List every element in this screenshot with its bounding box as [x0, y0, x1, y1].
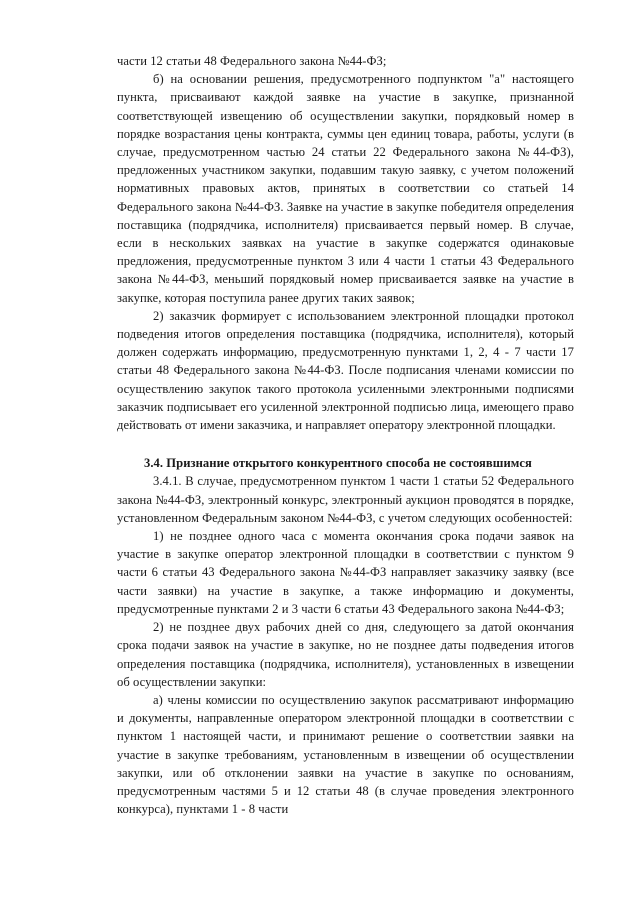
paragraph-item-a: а) члены комиссии по осуществлению закупок рассматривают информацию и документы, направленные оператором электронной площадки в соответствии с пунктом 1 настоящей части, и принимают решение о соответствии заявки на участие в закупке требованиям, установленным в извещении об осуществлении закупки, или об отклонении заявки на участие в закупке по основаниям, предусмотренным частями 5 и 12 статьи 48 (в случае проведения электронного конкурса), пунктами 1 - 8 части	[117, 692, 574, 817]
paragraph-continuation: части 12 статьи 48 Федерального закона №44-ФЗ;	[117, 54, 387, 68]
section-heading-3-4: 3.4. Признание открытого конкурентного способа не состоявшимся	[144, 456, 532, 471]
paragraph-3-4-1: 3.4.1. В случае, предусмотренном пунктом 1 части 1 статьи 52 Федерального закона №44-ФЗ, электронный конкурс, электронный аукцион проводятся в порядке, установленном Федеральным законом №44-ФЗ, с учетом следующих особенностей:	[117, 474, 574, 525]
paragraph-item-b: б) на основании решения, предусмотренного подпунктом "а" настоящего пункта, присваивают каждой заявке на участие в закупке, признанной соответствующей извещению об осуществлении закупки, порядковый номер в порядке возрастания цены контракта, суммы цен единиц товара, работы, услуги (в случае, предусмотренном частью 24 статьи 22 Федерального закона №44-ФЗ), предложенных участником закупки, подавшим такую заявку, с учетом положений нормативных правовых актов, принятых в соответствии со статьей 14 Федерального закона №44-ФЗ. Заявке на участие в закупке победителя определения поставщика (подрядчика, исполнителя) присваивается первый номер. В случае, если в нескольких заявках на участие в закупке содержатся одинаковые предложения, предусмотренные пунктом 3 или 4 части 1 статьи 43 Федерального закона №44-ФЗ, меньший порядковый номер присваивается заявке на участие в закупке, которая поступила ранее других таких заявок;	[117, 72, 574, 305]
paragraph-item-2: 2) заказчик формирует с использованием электронной площадки протокол подведения итогов определения поставщика (подрядчика, исполнителя), который должен содержать информацию, предусмотренную пунктами 1, 2, 4 - 7 части 17 статьи 48 Федерального закона №44-ФЗ. После подписания членами комиссии по осуществлению закупок такого протокола усиленными электронными подписями заказчик подписывает его усиленной электронной подписью лица, имеющего право действовать от имени заказчика, и направляет оператору электронной площадки.	[117, 308, 574, 433]
paragraph-item-2b: 2) не позднее двух рабочих дней со дня, следующего за датой окончания срока подачи заявок на участие в закупке, но не позднее даты подведения итогов определения поставщика (подрядчика, исполнителя), установленных в извещении об осуществлении закупки:	[117, 620, 574, 689]
section-gap	[117, 434, 574, 442]
paragraph-item-1: 1) не позднее одного часа с момента окончания срока подачи заявок на участие в закупке оператор электронной площадки в соответствии с пунктом 9 части 6 статьи 43 Федерального закона №44-ФЗ направляет заказчику заявку (все части заявки) на участие в закупке, а также информацию и документы, предусмотренные пунктами 2 и 3 части 6 статьи 43 Федерального закона №44-ФЗ;	[117, 529, 574, 616]
